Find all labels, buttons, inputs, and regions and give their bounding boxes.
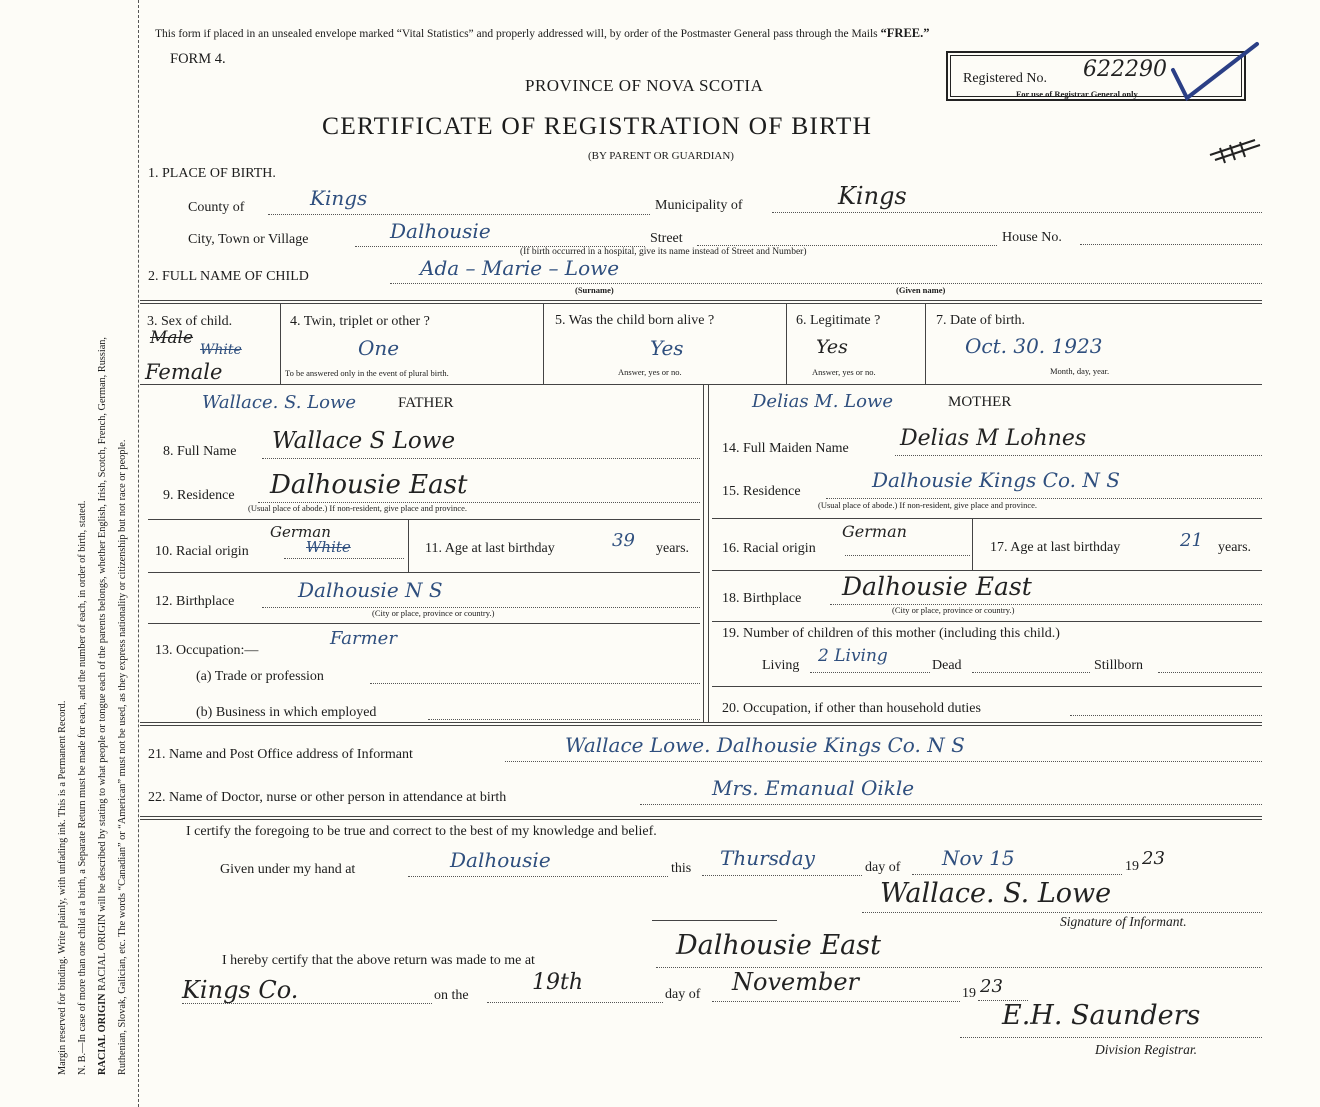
informant-line — [505, 761, 1262, 762]
form-number: FORM 4. — [170, 51, 226, 67]
stillborn-line — [1158, 672, 1262, 673]
mother-row-rule-4 — [712, 686, 1262, 687]
mother-name-line — [895, 455, 1262, 456]
mother-heading: MOTHER — [948, 394, 1012, 410]
weekday-line — [702, 875, 862, 876]
margin-note-ruthenian: Ruthenian, Slovak, Galician, etc. The words “Canadian” or “American” must not be used, as they express nationality or citizenship but not race or people. — [117, 439, 128, 1075]
cert-date-line — [912, 874, 1122, 875]
alive-value: Yes — [650, 336, 684, 360]
page-title: CERTIFICATE OF REGISTRATION OF BIRTH — [322, 111, 873, 140]
mother-header-value: Delias M. Lowe — [752, 391, 894, 412]
weekday-value: Thursday — [720, 846, 815, 870]
living-value: 2 Living — [818, 646, 888, 666]
house-line — [1080, 244, 1262, 245]
father-racial-value: German — [270, 523, 331, 541]
mother-name-value: Delias M Lohnes — [900, 426, 1087, 451]
surname-note: (Surname) — [575, 285, 614, 295]
cert-year-suffix: 23 — [1142, 848, 1165, 869]
living-label: Living — [762, 658, 800, 673]
on-the-label: on the — [434, 988, 469, 1003]
mother-occupation-line — [1070, 715, 1262, 716]
doctor-label: 22. Name of Doctor, nurse or other person in attendance at birth — [148, 790, 507, 805]
date-of-birth-value: Oct. 30. 1923 — [965, 334, 1103, 358]
municipality-line — [772, 212, 1262, 213]
hospital-note: (If birth occurred in a hospital, give its name instead of Street and Number) — [520, 247, 807, 257]
father-row-rule-1 — [148, 519, 700, 520]
row3-divider-3 — [786, 304, 787, 384]
province-heading: PROVINCE OF NOVA SCOTIA — [525, 76, 764, 95]
municipality-value: Kings — [838, 182, 907, 210]
day-of-label: day of — [865, 860, 901, 875]
place-of-birth-heading: 1. PLACE OF BIRTH. — [148, 166, 276, 181]
date-of-birth-label: 7. Date of birth. — [936, 313, 1026, 328]
row3-top-rule — [140, 300, 1262, 301]
registrar-month-line — [712, 1001, 960, 1002]
mother-residence-line — [826, 498, 1262, 499]
legitimate-value: Yes — [816, 336, 848, 358]
mother-birthplace-label: 18. Birthplace — [722, 591, 802, 606]
mother-racial-label: 16. Racial origin — [722, 541, 816, 556]
county-label: County of — [188, 200, 245, 215]
cert-date-value: Nov 15 — [942, 846, 1015, 870]
mother-racial-age-divider — [972, 518, 973, 570]
mother-racial-value: German — [842, 522, 907, 541]
sex-value: Female — [145, 360, 223, 384]
mother-row-rule-2 — [712, 570, 1262, 571]
registered-note: For use of Registrar General only — [1016, 89, 1138, 99]
stamp-mark-icon — [1205, 130, 1265, 170]
registrar-year-prefix: 19 — [962, 986, 976, 1001]
page-subtitle: (BY PARENT OR GUARDIAN) — [588, 150, 734, 162]
father-age-label: 11. Age at last birthday — [425, 541, 555, 556]
registrar-statement: I hereby certify that the above return was made to me at — [222, 953, 535, 968]
informant-signature: Wallace. S. Lowe — [880, 878, 1112, 909]
child-name-label: 2. FULL NAME OF CHILD — [148, 269, 309, 284]
certification-top-rule — [140, 816, 1262, 817]
row3-divider-1 — [280, 304, 281, 384]
this-label: this — [671, 861, 692, 876]
row3-divider-2 — [543, 304, 544, 384]
registrar-month-value: November — [732, 968, 860, 996]
informant-value: Wallace Lowe. Dalhousie Kings Co. N S — [565, 733, 965, 757]
registrar-day-of-label: day of — [665, 987, 701, 1002]
dead-line — [972, 672, 1090, 673]
mother-row-rule-1 — [712, 518, 1262, 519]
father-age-unit: years. — [656, 541, 690, 556]
father-business-label: (b) Business in which employed — [196, 705, 377, 720]
twin-label: 4. Twin, triplet or other ? — [290, 314, 430, 329]
alive-note: Answer, yes or no. — [618, 367, 682, 377]
mother-residence-label: 15. Residence — [722, 484, 801, 499]
mother-age-value: 21 — [1180, 530, 1203, 551]
postal-notice: This form if placed in an unsealed envelope marked “Vital Statistics” and properly addressed will, by order of the Postmaster General pass through the Mails “FREE.” — [155, 26, 930, 40]
mother-age-label: 17. Age at last birthday — [990, 540, 1121, 555]
margin-note-nb: N. B.—In case of more than one child at a birth, a Separate Return must be made for each, and the number of each, in order of birth, stated. — [77, 500, 88, 1075]
margin-note-binding: Margin reserved for binding. Write plainly, with unfading ink. This is a Permanent Record. — [57, 700, 68, 1075]
legitimate-label: 6. Legitimate ? — [796, 313, 881, 328]
sex-label: 3. Sex of child. — [147, 314, 233, 329]
registrar-signature-line — [960, 1037, 1262, 1038]
mother-birthplace-value: Dalhousie East — [842, 572, 1032, 601]
row3-top-rule-inner — [140, 303, 1262, 304]
parents-divider-b — [708, 384, 709, 722]
father-trade-label: (a) Trade or profession — [196, 669, 324, 684]
father-occupation-value: Farmer — [330, 628, 397, 649]
child-name-line — [390, 283, 1262, 284]
checkmark-icon — [1165, 40, 1265, 110]
father-age-value: 39 — [612, 530, 635, 551]
father-name-label: 8. Full Name — [163, 444, 237, 459]
street-line — [697, 245, 997, 246]
father-name-line — [262, 458, 700, 459]
mother-residence-note: (Usual place of abode.) If non-resident, give place and province. — [818, 500, 1038, 510]
separator-rule — [652, 920, 777, 921]
sex-struck-value: Male — [150, 328, 194, 348]
given-place-value: Dalhousie — [450, 848, 551, 872]
sex-struck-value-2: White — [200, 342, 242, 358]
registrar-county-value: Kings Co. — [182, 976, 299, 1004]
father-residence-value: Dalhousie East — [270, 470, 468, 500]
informant-label: 21. Name and Post Office address of Informant — [148, 747, 413, 762]
registrar-year-suffix: 23 — [980, 976, 1003, 997]
informant-signature-caption: Signature of Informant. — [1060, 914, 1187, 929]
father-birthplace-label: 12. Birthplace — [155, 594, 235, 609]
registrar-signature: E.H. Saunders — [1002, 1000, 1201, 1031]
municipality-label: Municipality of — [655, 198, 743, 213]
mother-residence-value: Dalhousie Kings Co. N S — [872, 468, 1120, 492]
row3-bottom-rule — [140, 384, 1262, 385]
row3-divider-4 — [925, 304, 926, 384]
mother-children-label: 19. Number of children of this mother (including this child.) — [722, 626, 1060, 641]
father-header-value: Wallace. S. Lowe — [202, 392, 357, 413]
legitimate-note: Answer, yes or no. — [812, 367, 876, 377]
informant-top-rule-inner — [140, 725, 1262, 726]
father-business-line — [428, 719, 700, 720]
informant-top-rule — [140, 722, 1262, 723]
street-label: Street — [650, 231, 683, 246]
living-line — [810, 672, 930, 673]
father-row-rule-3 — [148, 623, 700, 624]
twin-note: To be answered only in the event of plural birth. — [285, 368, 449, 378]
doctor-value: Mrs. Emanual Oikle — [712, 776, 915, 800]
stillborn-label: Stillborn — [1094, 658, 1144, 673]
father-heading: FATHER — [398, 395, 454, 411]
mother-name-label: 14. Full Maiden Name — [722, 441, 849, 456]
city-value: Dalhousie — [390, 219, 491, 243]
binding-margin-line — [138, 0, 139, 1107]
given-under-label: Given under my hand at — [220, 862, 356, 877]
father-row-rule-2 — [148, 572, 700, 573]
mother-occupation-label: 20. Occupation, if other than household duties — [722, 701, 981, 716]
parents-divider-a — [703, 384, 704, 722]
county-value: Kings — [310, 186, 368, 210]
father-birthplace-note: (City or place, province or country.) — [372, 608, 495, 618]
registrar-day-line — [487, 1002, 663, 1003]
father-racial-label: 10. Racial origin — [155, 544, 249, 559]
father-residence-note: (Usual place of abode.) If non-resident, give place and province. — [248, 503, 468, 513]
father-racial-line — [284, 558, 404, 559]
registrar-day-value: 19th — [532, 970, 584, 995]
registrar-place-value: Dalhousie East — [676, 930, 881, 961]
certification-top-rule-inner — [140, 819, 1262, 820]
city-label: City, Town or Village — [188, 232, 309, 247]
father-trade-line — [370, 683, 700, 684]
father-occupation-label: 13. Occupation:— — [155, 643, 259, 658]
twin-value: One — [358, 336, 400, 360]
cert-year-prefix: 19 — [1125, 859, 1139, 874]
registered-number: 622290 — [1083, 57, 1167, 82]
father-birthplace-value: Dalhousie N S — [298, 578, 443, 602]
registrar-signature-caption: Division Registrar. — [1095, 1042, 1198, 1057]
alive-label: 5. Was the child born alive ? — [555, 313, 715, 328]
father-racial-age-divider — [408, 519, 409, 572]
house-label: House No. — [1002, 230, 1062, 245]
county-line — [268, 214, 650, 215]
margin-note-racial-origin: RACIAL ORIGIN RACIAL ORIGIN will be described by stating to what people or tongue each of the parents belongs, whether English, Irish, Scotch, French, German, Russian, — [97, 336, 108, 1075]
registered-label: Registered No. — [963, 71, 1047, 86]
dead-label: Dead — [932, 658, 962, 673]
informant-signature-line — [862, 912, 1262, 913]
father-racial-struck: White — [306, 538, 351, 556]
father-name-value: Wallace S Lowe — [272, 428, 456, 454]
certification-statement: I certify the foregoing to be true and correct to the best of my knowledge and belief. — [186, 824, 657, 839]
given-place-line — [408, 876, 668, 877]
child-name-value: Ada – Marie – Lowe — [420, 256, 620, 280]
mother-row-rule-3 — [712, 621, 1262, 622]
given-name-note: (Given name) — [896, 285, 946, 295]
doctor-line — [640, 804, 1262, 805]
date-of-birth-note: Month, day, year. — [1050, 366, 1110, 376]
father-residence-label: 9. Residence — [163, 488, 235, 503]
mother-birthplace-note: (City or place, province or country.) — [892, 605, 1015, 615]
mother-racial-line — [845, 555, 970, 556]
mother-age-unit: years. — [1218, 540, 1252, 555]
